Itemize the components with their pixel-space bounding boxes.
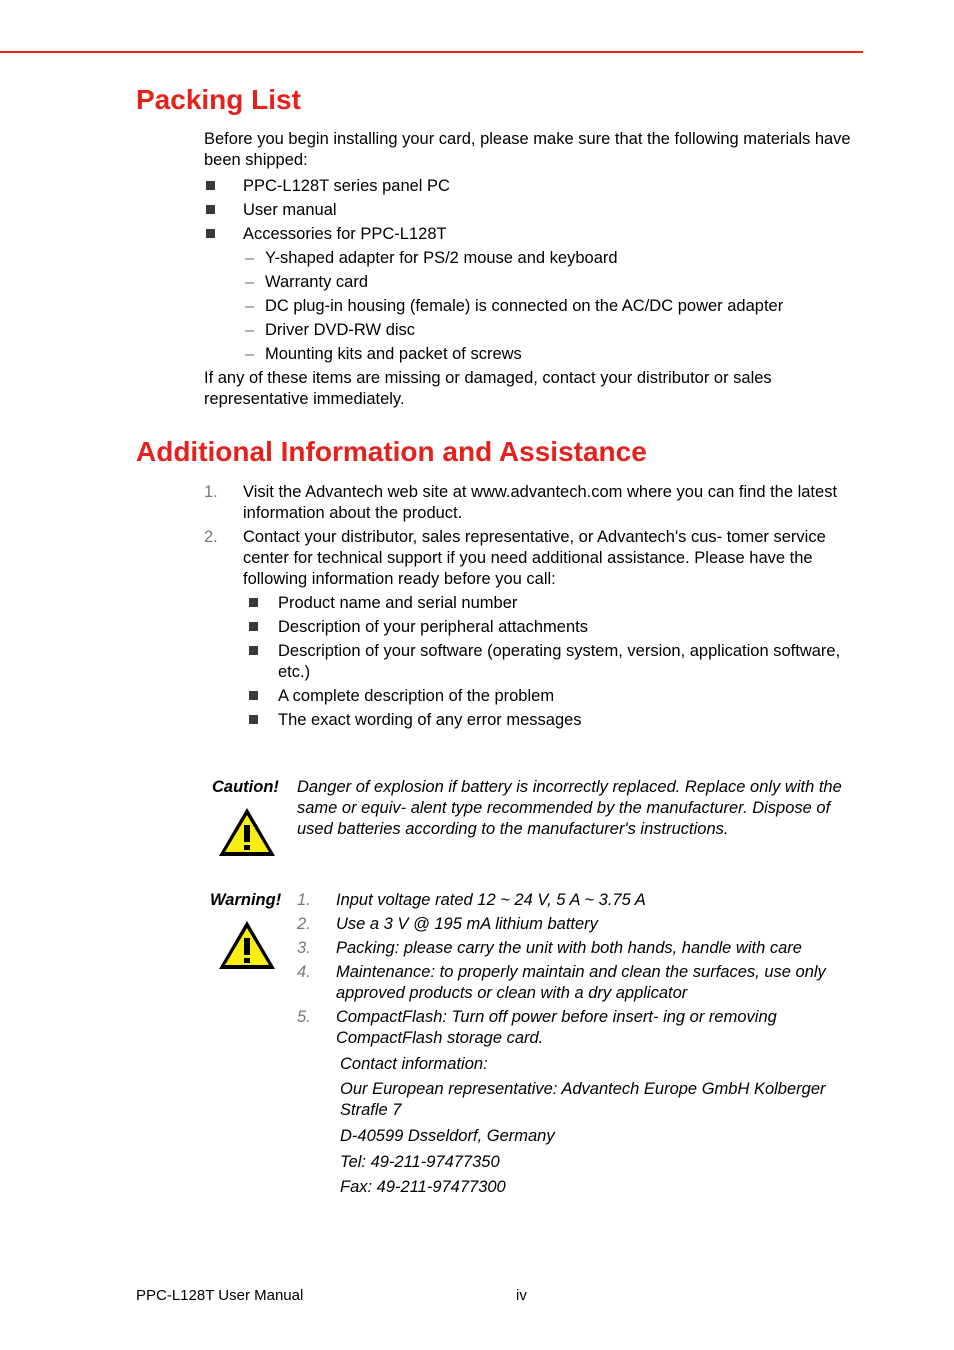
square-bullet-icon [249,598,258,607]
info-item: The exact wording of any error messages [278,711,582,729]
dash-bullet: – [245,249,255,267]
warning-item: Input voltage rated 12 ~ 24 V, 5 A ~ 3.75 A [336,891,646,909]
warning-number: 1. [297,891,311,909]
warning-item: Packing: please carry the unit with both hands, handle with care [336,939,802,957]
sub-list-item: Y-shaped adapter for PS/2 mouse and keyboard [265,249,618,267]
square-bullet-icon [206,181,215,190]
footer-manual-title: PPC-L128T User Manual [136,1287,304,1304]
list-item: PPC-L128T series panel PC [243,177,450,195]
square-bullet-icon [249,622,258,631]
info-item: Description of your software (operating system, version, application software, etc.) [278,642,841,681]
info-item: Description of your peripheral attachments [278,618,588,636]
square-bullet-icon [249,691,258,700]
packing-outro: If any of these items are missing or damaged, contact your distributor or sales representative immediately. [204,369,772,408]
warning-item: Maintenance: to properly maintain and clean the surfaces, use only approved products or clean with a dry applicator [336,963,826,1002]
square-bullet-icon [206,229,215,238]
packing-intro: Before you begin installing your card, please make sure that the following materials have been shipped: [204,130,851,169]
assistance-title: Additional Information and Assistance [136,436,647,467]
step-text: Contact your distributor, sales representative, or Advantech's cus- tomer service center for technical support if you need additional assistance. Please have the following information ready before you call: [243,528,826,588]
step-text: Visit the Advantech web site at www.advantech.com where you can find the latest information about the product. [243,483,838,522]
dash-bullet: – [245,297,255,315]
warning-number: 4. [297,963,311,981]
sub-list-item: Warranty card [265,273,368,291]
sub-list-item: Mounting kits and packet of screws [265,345,522,363]
contact-line: Our European representative: Advantech Europe GmbH Kolberger Strafle 7 [340,1080,826,1119]
warning-item: Use a 3 V @ 195 mA lithium battery [336,915,598,933]
contact-line: Fax: 49-211-97477300 [340,1178,506,1196]
sub-list-item: Driver DVD-RW disc [265,321,416,339]
dash-bullet: – [245,273,255,291]
info-item: A complete description of the problem [278,687,555,705]
warning-triangle-icon [217,919,277,971]
step-number: 1. [204,483,218,501]
warning-number: 5. [297,1008,311,1026]
sub-list-item: DC plug-in housing (female) is connected on the AC/DC power adapter [265,297,784,315]
square-bullet-icon [249,715,258,724]
square-bullet-icon [206,205,215,214]
info-item: Product name and serial number [278,594,518,612]
warning-number: 3. [297,939,311,957]
warning-number: 2. [297,915,311,933]
footer-page-number: iv [516,1287,527,1304]
contact-line: D-40599 Dsseldorf, Germany [340,1127,555,1145]
caution-label: Caution! [212,778,279,796]
list-item: User manual [243,201,337,219]
warning-item: CompactFlash: Turn off power before insert- ing or removing CompactFlash storage card. [336,1008,777,1047]
contact-line: Tel: 49-211-97477350 [340,1153,500,1171]
dash-bullet: – [245,321,255,339]
contact-line: Contact information: [340,1055,488,1073]
list-item: Accessories for PPC-L128T [243,225,447,243]
packing-list-title: Packing List [136,84,301,115]
warning-triangle-icon [217,806,277,858]
step-number: 2. [204,528,218,546]
dash-bullet: – [245,345,255,363]
header-rule [0,51,863,53]
caution-text: Danger of explosion if battery is incorrectly replaced. Replace only with the same or equiv- alent type recommended by the manufacturer. Dispose of used batteries according to the manufacturer's instructions. [297,778,842,838]
warning-label: Warning! [210,891,282,909]
square-bullet-icon [249,646,258,655]
